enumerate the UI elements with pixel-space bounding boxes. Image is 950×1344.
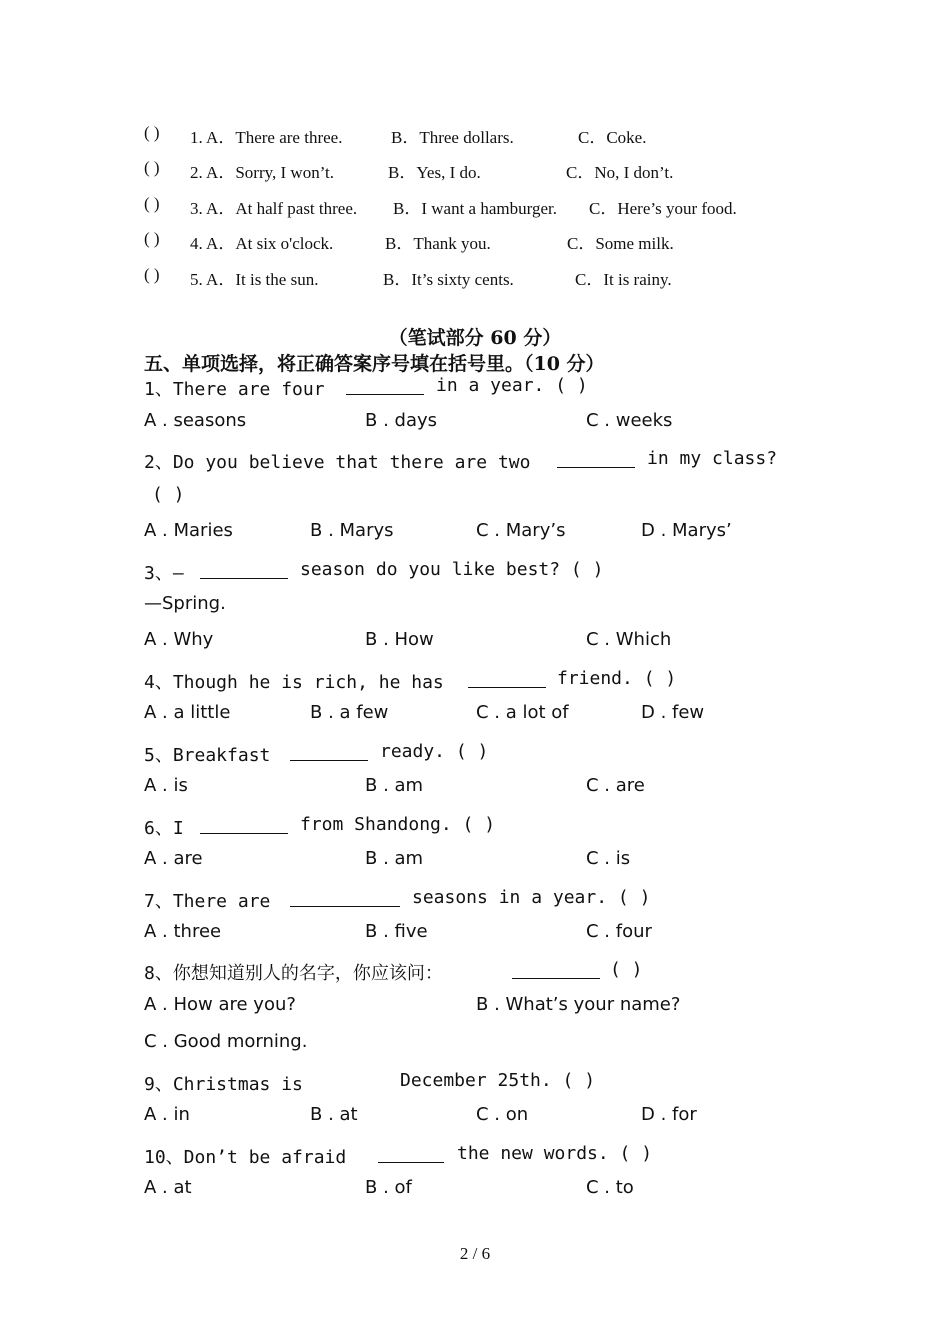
option-b: B．I want a hamburger. bbox=[393, 199, 557, 218]
option: A . a little bbox=[144, 702, 231, 723]
question-text-end: season do you like best? ( ) bbox=[300, 559, 604, 580]
question-text: 9、Christmas is bbox=[144, 1074, 303, 1095]
answer-paren: ( ) bbox=[144, 123, 160, 142]
answer-paren: ( ) bbox=[144, 265, 160, 284]
option-c: C．It is rainy. bbox=[575, 270, 672, 289]
question-text-end: seasons in a year. ( ) bbox=[412, 887, 651, 908]
question-text: 8、你想知道别人的名字，你应该问： bbox=[144, 963, 443, 984]
option: C . Good morning. bbox=[144, 1031, 308, 1052]
option: C . a lot of bbox=[476, 702, 569, 723]
option-b: B．Yes, I do. bbox=[388, 163, 481, 182]
option-b: B．Three dollars. bbox=[391, 128, 514, 147]
option: D . few bbox=[641, 702, 705, 723]
option: D . Marys’ bbox=[641, 520, 732, 541]
written-part-header: （笔试部分 60 分） bbox=[388, 327, 562, 349]
option: C . are bbox=[586, 775, 645, 796]
answer-paren: ( ) bbox=[152, 484, 185, 505]
option: A . How are you? bbox=[144, 994, 296, 1015]
option: A . are bbox=[144, 848, 203, 869]
option-a: 5. A．It is the sun. bbox=[190, 270, 319, 289]
option: B . of bbox=[365, 1177, 412, 1198]
question-text: 7、There are bbox=[144, 891, 271, 912]
question-text-end: ready. ( ) bbox=[380, 741, 489, 762]
option-c: C．Here’s your food. bbox=[589, 199, 737, 218]
option: A . at bbox=[144, 1177, 192, 1198]
answer-blank bbox=[346, 377, 424, 395]
option-c: C．Some milk. bbox=[567, 234, 674, 253]
answer-blank bbox=[378, 1145, 444, 1163]
section-title: 五、单项选择，将正确答案序号填在括号里。（10 分） bbox=[144, 353, 605, 375]
option: A . in bbox=[144, 1104, 190, 1125]
question-text: 1、There are four bbox=[144, 379, 325, 400]
question-text: 4、Though he is rich, he has bbox=[144, 672, 444, 693]
option: A . three bbox=[144, 921, 222, 942]
question-text-end: friend. ( ) bbox=[557, 668, 677, 689]
option: B . a few bbox=[310, 702, 389, 723]
question-text-end: from Shandong. ( ) bbox=[300, 814, 496, 835]
option: C . Which bbox=[586, 629, 672, 650]
option: C . on bbox=[476, 1104, 529, 1125]
answer-blank bbox=[468, 670, 546, 688]
question-text: 5、Breakfast bbox=[144, 745, 271, 766]
option: B . days bbox=[365, 410, 437, 431]
answer-paren: ( ) bbox=[144, 158, 160, 177]
answer-paren: ( ) bbox=[144, 194, 160, 213]
question-text-end: December 25th. ( ) bbox=[400, 1070, 596, 1091]
question-text: 2、Do you believe that there are two bbox=[144, 452, 531, 473]
option: C . is bbox=[586, 848, 631, 869]
answer-paren: ( ) bbox=[144, 229, 160, 248]
option: D . for bbox=[641, 1104, 697, 1125]
option: B . What’s your name? bbox=[476, 994, 681, 1015]
answer-line: —Spring. bbox=[144, 593, 226, 614]
option: B . five bbox=[365, 921, 428, 942]
option: C . weeks bbox=[586, 410, 673, 431]
option-a: 3. A．At half past three. bbox=[190, 199, 358, 218]
option: C . to bbox=[586, 1177, 634, 1198]
option-c: C．No, I don’t. bbox=[566, 163, 674, 182]
option-c: C．Coke. bbox=[578, 128, 647, 147]
option: B . am bbox=[365, 775, 424, 796]
option: A . Maries bbox=[144, 520, 233, 541]
answer-blank bbox=[290, 889, 400, 907]
option: B . How bbox=[365, 629, 434, 650]
option: B . Marys bbox=[310, 520, 394, 541]
question-text-end: ( ) bbox=[610, 959, 643, 980]
option: B . am bbox=[365, 848, 424, 869]
question-text: 10、Don’t be afraid bbox=[144, 1147, 347, 1168]
option: C . Mary’s bbox=[476, 520, 566, 541]
question-text-end: in a year. ( ) bbox=[436, 375, 588, 396]
question-text-end: in my class? bbox=[647, 448, 778, 469]
option: A . seasons bbox=[144, 410, 247, 431]
answer-blank bbox=[200, 816, 288, 834]
option: C . four bbox=[586, 921, 652, 942]
answer-blank bbox=[200, 561, 288, 579]
answer-blank bbox=[512, 961, 600, 979]
answer-blank bbox=[290, 743, 368, 761]
option-a: 4. A．At six o'clock. bbox=[190, 234, 334, 253]
page-number: 2 / 6 bbox=[459, 1244, 491, 1263]
question-text-end: the new words. ( ) bbox=[457, 1143, 653, 1164]
option-b: B．Thank you. bbox=[385, 234, 491, 253]
option: A . Why bbox=[144, 629, 214, 650]
question-text: 6、I bbox=[144, 818, 184, 839]
question-text: 3、— bbox=[144, 563, 184, 584]
option-a: 2. A．Sorry, I won’t. bbox=[190, 163, 335, 182]
option: B . at bbox=[310, 1104, 358, 1125]
option: A . is bbox=[144, 775, 188, 796]
option-a: 1. A．There are three. bbox=[190, 128, 343, 147]
answer-blank bbox=[557, 450, 635, 468]
option-b: B．It’s sixty cents. bbox=[383, 270, 514, 289]
